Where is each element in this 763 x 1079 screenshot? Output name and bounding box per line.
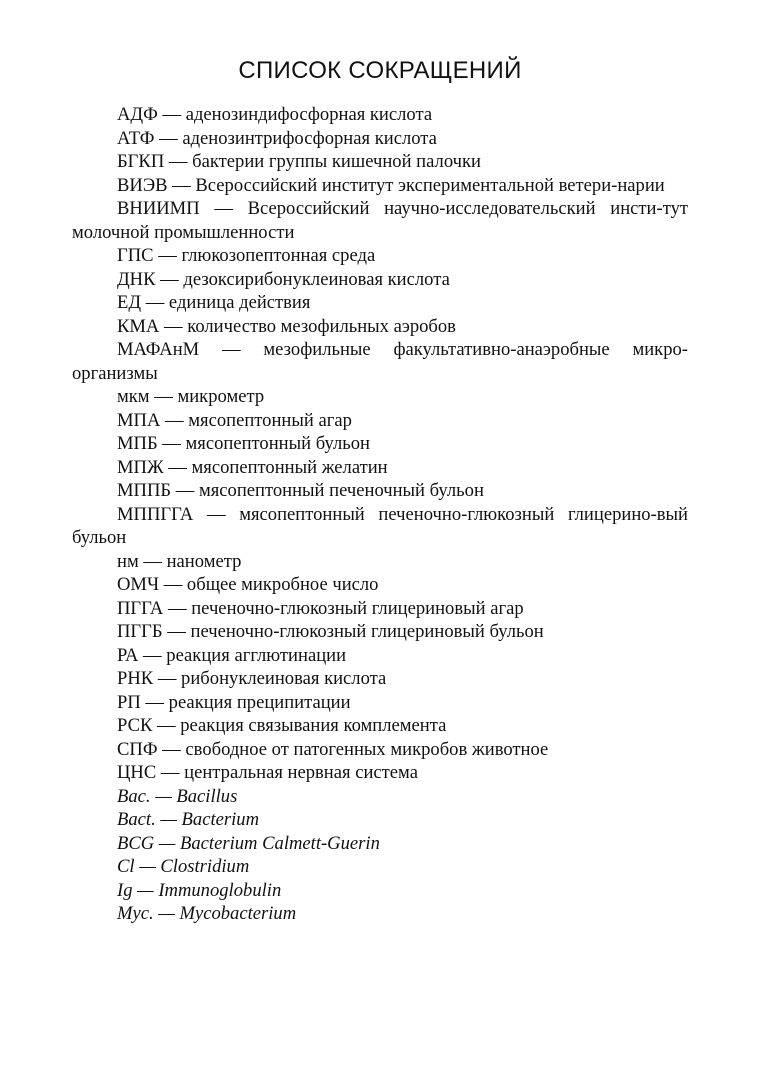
abbreviation-entry: ЦНС — центральная нервная система (117, 762, 418, 783)
abbreviation-entry: мкм — микрометр (117, 386, 265, 407)
abbreviation-entry: МПА — мясопептонный агар (117, 409, 352, 431)
abbreviation-entry: нм — нанометр (117, 550, 242, 572)
abbreviation-entry: МППГГА — мясопептонный печеночно-глюкозный глицерино-вый бульон (72, 503, 688, 548)
abbreviation-entry: АДФ — аденозиндифосфорная кислота (117, 104, 433, 125)
abbreviation-entry: БГКП — бактерии группы кишечной палочки (117, 151, 481, 172)
abbreviation-entry: КМА — количество мезофильных аэробов (117, 315, 456, 337)
abbreviation-entry: РНК — рибонуклеиновая кислота (117, 668, 387, 689)
abbreviation-entry: ДНК — дезоксирибонуклеиновая кислота (117, 268, 450, 290)
abbreviation-entry: СПФ — свободное от патогенных микробов животное (117, 738, 549, 760)
abbreviation-entry: РП — реакция преципитации (117, 691, 351, 713)
abbreviation-entry: ПГГБ — печеночно-глюкозный глицериновый бульон (117, 621, 544, 642)
abbreviation-entry: ГПС — глюкозопептонная среда (117, 245, 376, 266)
abbreviation-entry-latin: Bact. — Bacterium (117, 809, 260, 830)
abbreviation-entry: ЕД — единица действия (117, 292, 311, 313)
abbreviation-entry: ПГГА — печеночно-глюкозный глицериновый агар (117, 597, 524, 619)
abbreviation-entry: МППБ — мясопептонный печеночный бульон (117, 480, 484, 501)
abbreviation-entry: МПЖ — мясопептонный желатин (117, 456, 388, 478)
abbreviation-entry: ОМЧ — общее микробное число (117, 574, 379, 595)
abbreviation-entry: МАФАнМ — мезофильные факультативно-анаэробные микро-организмы (72, 339, 688, 384)
abbreviation-entry-latin: Cl — Clostridium (117, 856, 250, 877)
abbreviation-entry-latin: Ig — Immunoglobulin (117, 879, 282, 901)
abbreviation-entry-latin: Bac. — Bacillus (117, 785, 238, 807)
abbreviation-entry: МПБ — мясопептонный бульон (117, 433, 370, 454)
abbreviation-entry-latin: Myc. — Mycobacterium (117, 903, 297, 924)
abbreviation-entry: АТФ — аденозинтрифосфорная кислота (117, 127, 437, 149)
abbreviation-entry: РА — реакция агглютинации (117, 644, 347, 666)
abbreviation-entry-latin: BCG — Bacterium Calmett-Guerin (117, 832, 380, 854)
abbreviation-entry: ВИЭВ — Всероссийский институт экспериментальной ветери-нарии (117, 174, 665, 196)
document-page (72, 54, 688, 926)
abbreviation-entry: РСК — реакция связывания комплемента (117, 715, 447, 736)
abbreviation-entry: ВНИИМП — Всероссийский научно-исследовательский инсти-тут молочной промышленности (72, 198, 688, 243)
abbreviation-list (72, 103, 688, 926)
page-title: СПИСОК СОКРАЩЕНИЙ (238, 57, 522, 84)
